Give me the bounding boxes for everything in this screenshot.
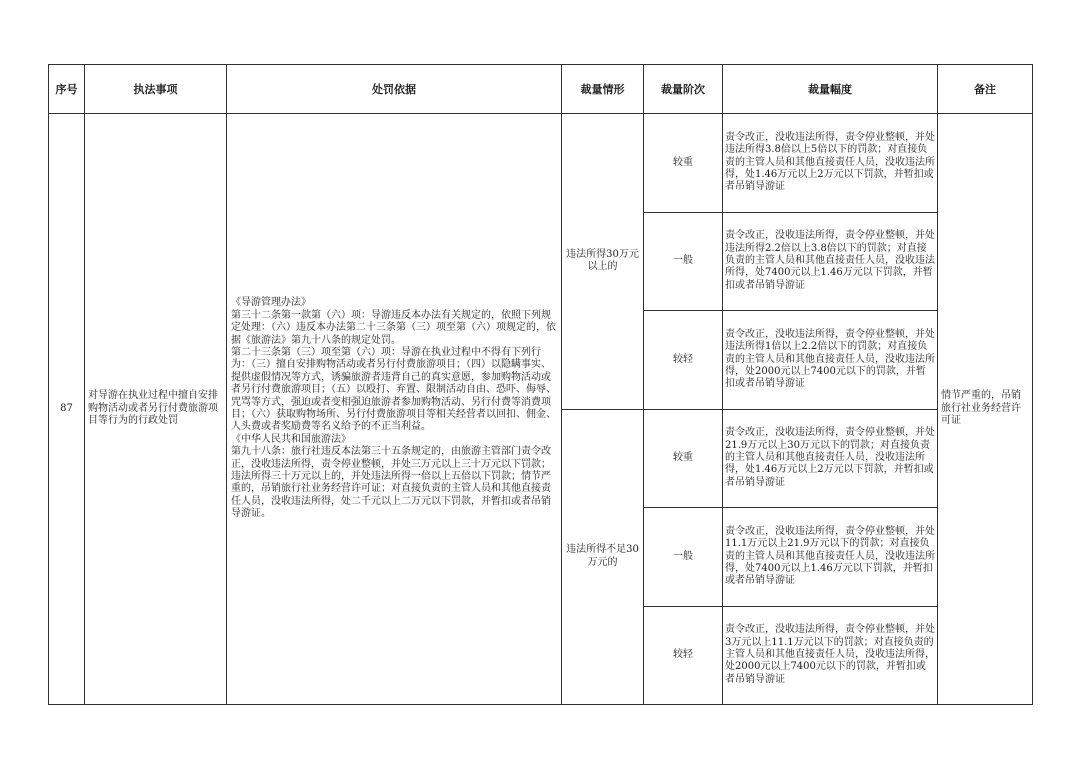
enforcement-item: 对导游在执业过程中擅自安排购物活动或者另行付费旅游项目等行为的行政处罚 [85,114,227,705]
header-remark: 备注 [938,65,1033,114]
header-no: 序号 [49,65,85,114]
situation-cell: 违法所得不足30万元的 [562,409,644,705]
header-situation: 裁量情形 [562,65,644,114]
header-range: 裁量幅度 [723,65,938,114]
level-cell: 一般 [644,212,723,311]
range-cell: 责令改正，没收违法所得，责令停业整顿，并处21.9万元以上30万元以下的罚款；对直接负责的主管人员和其他直接责任人员，没收违法所得，处1.46万元以上2万元以下罚款，并暂扣或者吊销导游证 [723,409,938,508]
penalty-basis: 《导游管理办法》 第三十二条第一款第（六）项：导游违反本办法有关规定的，依照下列规定处理：（六）违反本办法第二十三条第（三）项至第（六）项规定的，依据《旅游法》第九十八条的规定处罚。 第二十三条第（三）项至第（六）项：导游在执业过程中不得有下列行为：（三）擅自安排购物活动或者另行付费旅游项目；（四）以隐瞒事实、提供虚假情况等方式，诱骗旅游者违背自己的真实意愿，参加购物活动或者另行付费旅游项目；（五）以殴打、弃置、限制活动自由、恐吓、侮辱、咒骂等方式，强迫或者变相强迫旅游者参加购物活动、另行付费等消费项目；（六）获取购物场所、另行付费旅游项目等相关经营者以回扣、佣金、人头费或者奖励费等名义给予的不正当利益。 《中华人民共和国旅游法》 第九十八条：旅行社违反本法第三十五条规定的，由旅游主管部门责令改正，没收违法所得，责令停业整顿，并处三万元以上三十万元以下罚款；违法所得三十万元以上的，并处违法所得一倍以上五倍以下罚款；情节严重的，吊销旅行社业务经营许可证；对直接负责的主管人员和其他直接责任人员，没收违法所得，处二千元以上二万元以下罚款，并暂扣或者吊销导游证。 [227,114,562,705]
remark-cell: 情节严重的，吊销旅行社业务经营许可证 [938,114,1033,705]
level-cell: 较重 [644,409,723,508]
header-level: 裁量阶次 [644,65,723,114]
level-cell: 较重 [644,114,723,213]
header-row [49,65,1033,114]
row-number: 87 [49,114,85,705]
range-cell: 责令改正，没收违法所得，责令停业整顿，并处3万元以上11.1万元以下的罚款；对直接负责的主管人员和其他直接责任人员，没收违法所得，处2000元以上7400元以下的罚款，并暂扣或者吊销导游证 [723,606,938,705]
situation-cell: 违法所得30万元以上的 [562,114,644,410]
header-item: 执法事项 [85,65,227,114]
table-row [49,114,1033,213]
header-basis: 处罚依据 [227,65,562,114]
range-cell: 责令改正，没收违法所得，责令停业整顿，并处违法所得1倍以上2.2倍以下的罚款；对直接负责的主管人员和其他直接责任人员，没收违法所得，处2000元以上7400元以下的罚款，并暂扣或者吊销导游证 [723,311,938,410]
range-cell: 责令改正，没收违法所得，责令停业整顿，并处违法所得2.2倍以上3.8倍以下的罚款；对直接负责的主管人员和其他直接责任人员，没收违法所得，处7400元以上1.46万元以下罚款，并暂扣或者吊销导游证 [723,212,938,311]
level-cell: 较轻 [644,606,723,705]
range-cell: 责令改正，没收违法所得，责令停业整顿，并处违法所得3.8倍以上5倍以下的罚款；对直接负责的主管人员和其他直接责任人员，没收违法所得，处1.46万元以上2万元以下罚款，并暂扣或者吊销导游证 [723,114,938,213]
range-cell: 责令改正，没收违法所得，责令停业整顿，并处11.1万元以上21.9万元以下的罚款；对直接负责的主管人员和其他直接责任人员，没收违法所得，处7400元以上1.46万元以下罚款，并暂扣或者吊销导游证 [723,508,938,607]
level-cell: 一般 [644,508,723,607]
penalty-discretion-table [48,64,1033,705]
level-cell: 较轻 [644,311,723,410]
